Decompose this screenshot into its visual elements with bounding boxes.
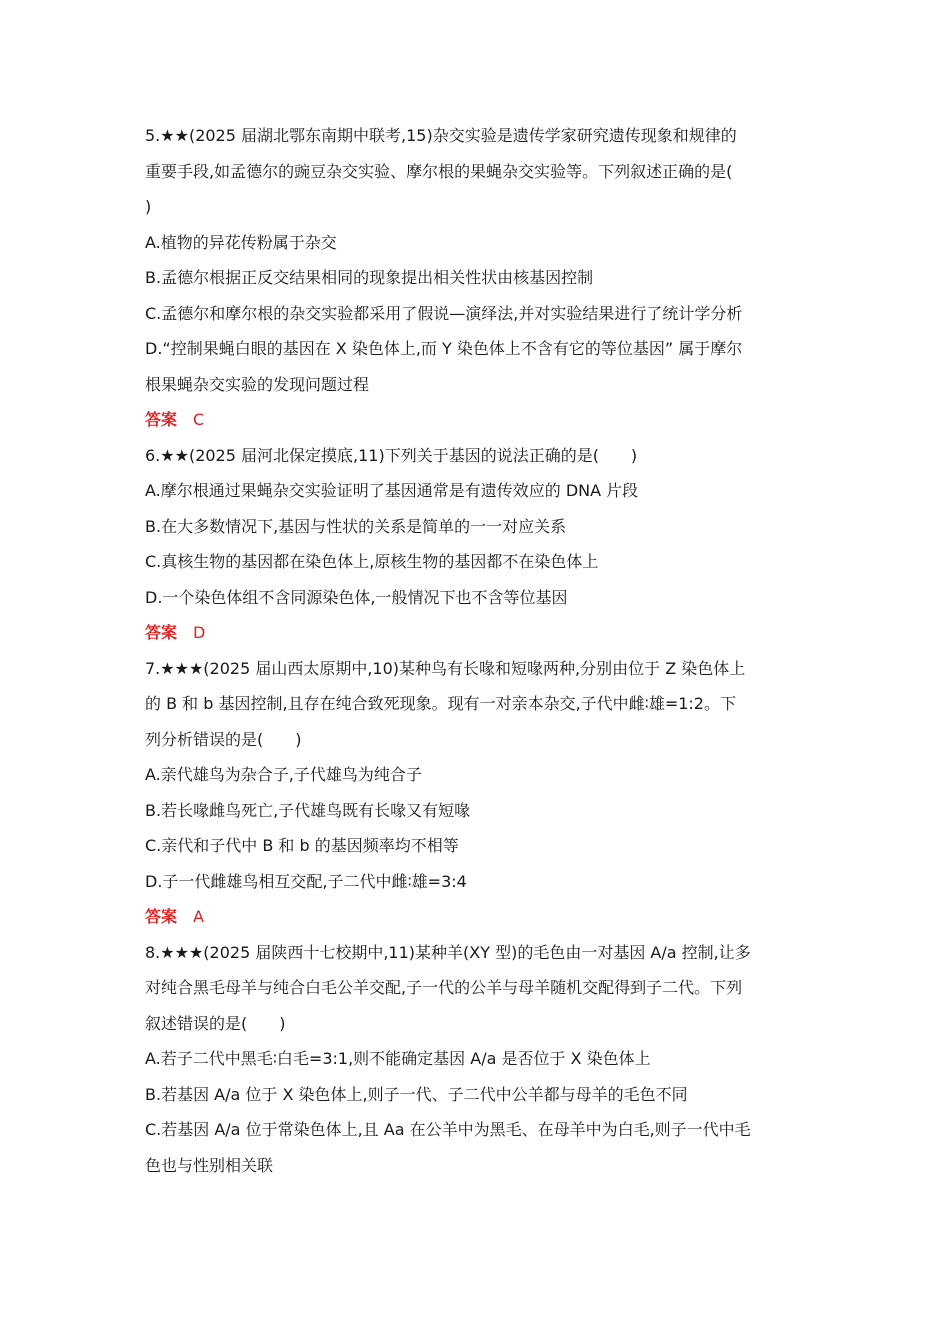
option-b: B.若基因 A/a 位于 X 染色体上,则子一代、子二代中公羊都与母羊的毛色不同 <box>145 1084 688 1104</box>
question-line: 的 B 和 b 基因控制,且存在纯合致死现象。现有一对亲本杂交,子代中雌∶雄=1:2。下 <box>145 694 736 713</box>
document-body <box>145 118 810 1183</box>
answer-value: D <box>193 623 206 642</box>
option-a: A.亲代雄鸟为杂合子,子代雄鸟为纯合子 <box>145 765 422 784</box>
answer-label: 答案 <box>145 907 178 926</box>
question-line: ) <box>145 197 152 216</box>
answer-row <box>145 899 810 935</box>
question-5 <box>145 118 810 438</box>
question-6 <box>145 438 810 651</box>
question-line: 重要手段,如孟德尔的豌豆杂交实验、摩尔根的果蝇杂交实验等。下列叙述正确的是( <box>145 161 733 181</box>
option-c: C.若基因 A/a 位于常染色体上,且 Aa 在公羊中为黑毛、在母羊中为白毛,则子一代中毛 <box>145 1120 751 1139</box>
question-line: 叙述错误的是( ) <box>145 1013 286 1033</box>
option-d: D.子一代雌雄鸟相互交配,子二代中雌∶雄=3:4 <box>145 871 467 891</box>
option-c: C.亲代和子代中 B 和 b 的基因频率均不相等 <box>145 836 459 855</box>
answer-row <box>145 615 810 651</box>
question-8 <box>145 935 810 1184</box>
option-d: D.“控制果蝇白眼的基因在 X 染色体上,而 Y 染色体上不含有它的等位基因” 属于摩尔 <box>145 339 743 358</box>
answer-label: 答案 <box>145 623 178 642</box>
question-line: 对纯合黑毛母羊与纯合白毛公羊交配,子一代的公羊与母羊随机交配得到子二代。下列 <box>145 978 743 997</box>
option-a: A.植物的异花传粉属于杂交 <box>145 232 337 252</box>
option-c: C.孟德尔和摩尔根的杂交实验都采用了假说—演绎法,并对实验结果进行了统计学分析 <box>145 303 743 323</box>
question-line: 5.★★(2025 届湖北鄂东南期中联考,15)杂交实验是遗传学家研究遗传现象和规律的 <box>145 126 737 145</box>
question-line: 列分析错误的是( ) <box>145 729 302 749</box>
option-d-continued: 根果蝇杂交实验的发现问题过程 <box>145 374 370 394</box>
answer-row <box>145 402 810 438</box>
option-c-continued: 色也与性别相关联 <box>145 1155 274 1175</box>
question-line: 6.★★(2025 届河北保定摸底,11)下列关于基因的说法正确的是( ) <box>145 445 638 465</box>
option-d: D.一个染色体组不含同源染色体,一般情况下也不含等位基因 <box>145 587 568 607</box>
option-a: A.若子二代中黑毛∶白毛=3:1,则不能确定基因 A/a 是否位于 X 染色体上 <box>145 1049 651 1068</box>
option-b: B.孟德尔根据正反交结果相同的现象提出相关性状由核基因控制 <box>145 268 594 287</box>
option-a: A.摩尔根通过果蝇杂交实验证明了基因通常是有遗传效应的 DNA 片段 <box>145 481 639 500</box>
answer-label: 答案 <box>145 410 178 429</box>
question-line: 8.★★★(2025 届陕西十七校期中,11)某种羊(XY 型)的毛色由一对基因 A/a 控制,让多 <box>145 942 751 962</box>
question-7 <box>145 651 810 935</box>
option-b: B.在大多数情况下,基因与性状的关系是简单的一一对应关系 <box>145 516 567 536</box>
option-b: B.若长喙雌鸟死亡,子代雄鸟既有长喙又有短喙 <box>145 800 471 820</box>
question-line: 7.★★★(2025 届山西太原期中,10)某种鸟有长喙和短喙两种,分别由位于 Z 染色体上 <box>145 658 746 678</box>
answer-value: C <box>193 410 205 429</box>
option-c: C.真核生物的基因都在染色体上,原核生物的基因都不在染色体上 <box>145 552 599 571</box>
answer-value: A <box>193 907 204 926</box>
